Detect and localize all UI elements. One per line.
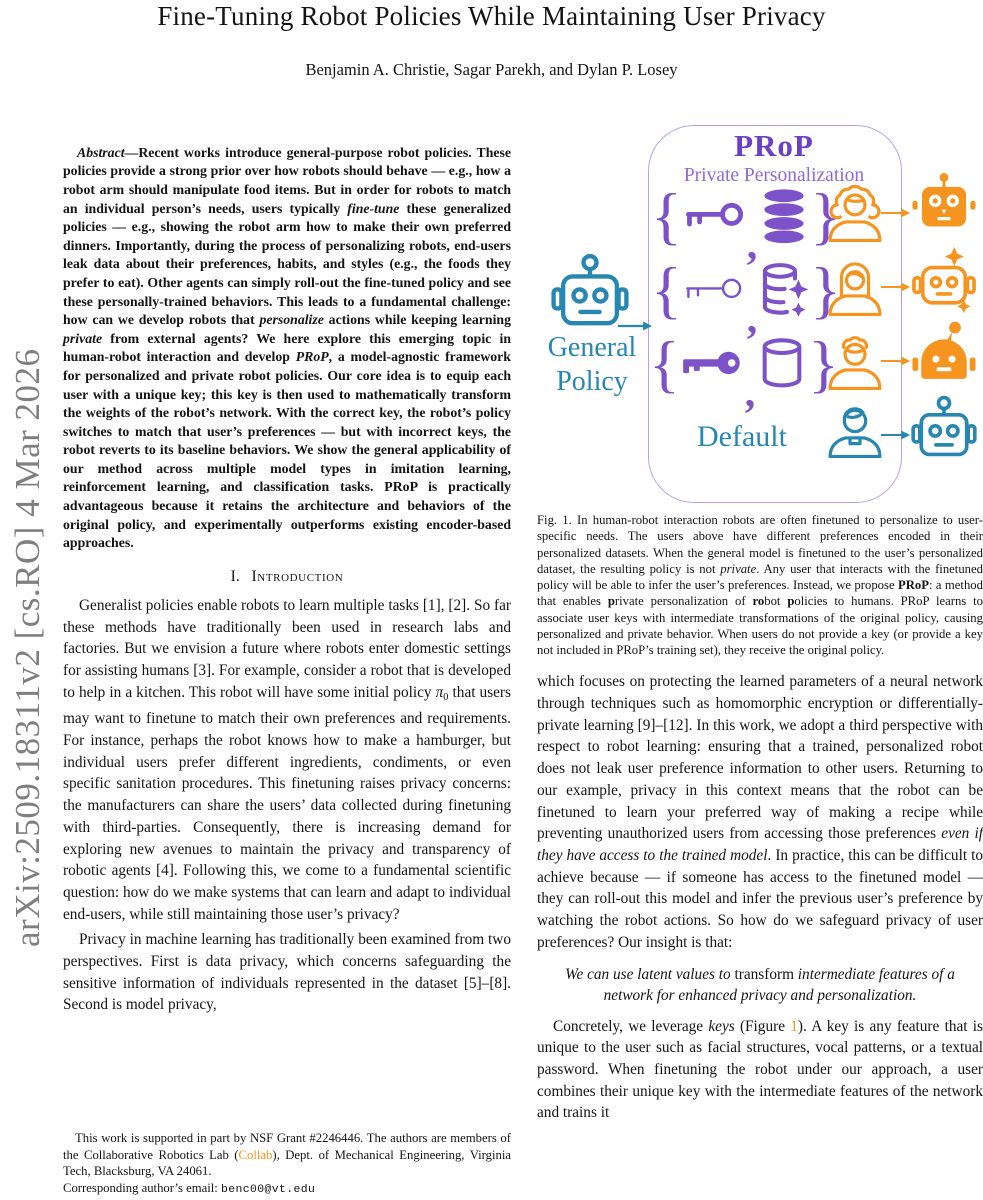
authors-line: Benjamin A. Christie, Sagar Parekh, and Dylan P. Losey <box>305 60 678 79</box>
database-solid-icon <box>758 188 810 244</box>
key-dataset-pair-2 <box>651 253 841 342</box>
user-swept-hair-man-icon <box>823 395 887 461</box>
robot-personalized-sparkle-icon <box>911 245 977 315</box>
body-paragraph-model-privacy: which focuses on protecting the learned parameters of a neural network through techniques such as homomorphic encryption or differentially-private learning [9]–[12]. In this work, we adopt a third perspective with respect to robot learning: ensuring that a trained, personalized robot does not leak user preference information to other users. Returning to our example, privacy in this context means that the robot can be finetuned to learn your preferred way of making a recipe while preventing unauthorized users from accessing those preferences even if they have access to the trained model. In practice, this can be difficult to achieve because — if someone has access to the finetuned model — they can roll-out this model and infer the previous user’s preference by watching the robot actions. So how do we safeguard privacy of user preferences? Our insight is that: <box>537 673 983 951</box>
brace-open: { <box>649 327 680 399</box>
footnote-grant-line: This work is supported in part by NSF Grant #2246446. The authors are members of the Collaborative Robotics Lab (Collab), Dept. of Mechanical Engineering, Virginia Tech, Blacksburg, VA 24061. <box>63 1131 511 1179</box>
footnote-email-line: Corresponding author’s email: benc00@vt.edu <box>63 1180 316 1196</box>
general-to-prop-arrow-icon <box>617 320 653 332</box>
brace-close: } <box>808 327 839 399</box>
general-policy-label: General Policy <box>547 332 637 398</box>
robot-personalized-dome-icon <box>911 319 977 389</box>
footnote <box>63 1130 511 1198</box>
comma: , <box>746 295 758 342</box>
sparkle-icon <box>792 303 806 317</box>
database-sparkle-icon <box>758 262 810 318</box>
arrow-icon <box>881 355 911 367</box>
figure-1 <box>537 123 983 506</box>
robot-personalized-filled-icon <box>911 171 977 241</box>
figure-1-caption: Fig. 1. In human-robot interaction robots are often finetuned to personalize to user-specific needs. The users above have different preferences encoded in their personalized datasets. When the general model is finetuned to the user’s personalized dataset, the resulting policy is not private. Any user that interacts with the finetuned policy will be able to infer the user’s preferences. Instead, we propose PRoP: a method that enables private personalization of robot policies to humans. PRoP learns to associate user keys with intermediate transformations of the original policy, causing personalized and private behavior. When users do not provide a key (or provide a key not included in PRoP’s training set), they receive the original policy. <box>537 513 983 658</box>
section-heading-introduction <box>63 568 511 586</box>
body-paragraph-keys: Concretely, we leverage keys (Figure 1). A key is any feature that is unique to the user such as facial structures, vocal patterns, or a textual password. When finetuning the robot under our approach, a user combines their unique key with the intermediate features of the network and trains it <box>537 1017 983 1122</box>
sparkle-icon <box>789 280 809 300</box>
brace-close: } <box>810 253 841 325</box>
user-curly-hair-woman-icon <box>823 179 887 245</box>
intro-paragraph-1: Generalist policies enable robots to learn multiple tasks [1], [2]. So far these methods have traditionally been used in research labs and factories. But we envision a future where robots enter domestic settings for assisting humans [3]. For example, consider a robot that is developed to help in a kitchen. This robot will have some initial policy π0 that users may want to finetune to match their own preferences and requirements. For instance, perhaps the robot knows how to make a hamburger, but individual users prefer different ingredients, condiments, or even specific sanitation procedures. This finetuning raises privacy concerns: the manufacturers can share the users’ data collected during finetuning with third-parties. Consequently, there is increasing demand for exploring new avenues to maintain the privacy and transparency of robotic agents [4]. Following this, we come to a fundamental scientific question: how do we make systems that can learn and adapt to individual end-users, while still maintaining those user’s privacy? <box>63 596 511 923</box>
key-dataset-pair-3 <box>649 327 839 416</box>
database-outline-icon <box>756 336 808 392</box>
key-outline-bold-icon <box>682 194 746 238</box>
section-title: Introduction <box>251 567 344 585</box>
arrow-icon <box>881 429 911 441</box>
prop-subtitle: Private Personalization <box>683 165 865 186</box>
brace-open: { <box>651 179 682 251</box>
brace-open: { <box>651 253 682 325</box>
intro-paragraph-2: Privacy in machine learning has traditionally been examined from two perspectives. First is data privacy, which concerns safeguarding the sensitive information of individuals represented in the dataset [5]–[8]. Second is model privacy, <box>63 931 511 1014</box>
comma: , <box>744 369 756 416</box>
comma: , <box>746 221 758 268</box>
left-column <box>63 130 511 1200</box>
user-short-curly-hair-icon <box>823 327 887 393</box>
default-label: Default <box>697 420 787 453</box>
prop-title: PRoP <box>734 128 814 163</box>
page-title: Fine-Tuning Robot Policies While Maintaining User Privacy <box>157 1 826 31</box>
key-filled-icon <box>680 342 744 386</box>
key-dataset-pair-1 <box>651 179 841 268</box>
key-outline-thin-icon <box>682 268 746 312</box>
robot-default-icon <box>911 393 977 463</box>
insight-quote: We can use latent values to transform intermediate features of a network for enhanced privacy and personalization. <box>565 965 955 1004</box>
arrow-icon <box>881 207 911 219</box>
right-column <box>537 123 983 1124</box>
arxiv-watermark: arXiv:2509.18311v2 [cs.RO] 4 Mar 2026 <box>8 348 47 947</box>
user-long-hair-woman-icon <box>823 253 887 319</box>
section-number: I. <box>230 567 240 585</box>
brace-close: } <box>810 179 841 251</box>
arrow-icon <box>881 281 911 293</box>
abstract-paragraph: Abstract—Recent works introduce general-purpose robot policies. These policies provide a strong prior over how robots should behave — e.g., how a robot arm should manipulate food items. But in order for robots to match an individual person’s needs, users typically fine-tune these generalized policies — e.g., showing the robot arm how to make their own preferred dinners. Importantly, during the process of personalizing robots, end-users leak data about their preferences, habits, and styles (e.g., the foods they prefer to eat). Other agents can simply roll-out the fine-tuned policy and see these personally-trained behaviors. This leads to a fundamental challenge: how can we develop robots that personalize actions while keeping learning private from external agents? We here explore this emerging topic in human-robot interaction and develop PRoP, a model-agnostic framework for personalized and private robot policies. Our core idea is to equip each user with a unique key; this key is then used to mathematically transform the weights of the robot’s network. With the correct key, the robot’s policy switches to match that user’s preferences — but with incorrect keys, the robot reverts to its baseline behaviors. We show the general applicability of our method across multiple model types in imitation learning, reinforcement learning, and classification tasks. PRoP is practically advantageous because it retains the architecture and behaviors of the original policy, and experimentally outperforms existing encoder-based approaches. <box>63 144 512 551</box>
sparkle-icon <box>945 247 964 266</box>
